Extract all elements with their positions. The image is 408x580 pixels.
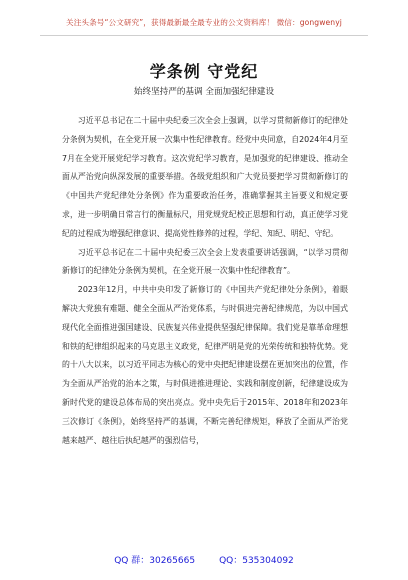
footer-qq-group: QQ 群：30265665 [114, 556, 196, 566]
body-paragraph: 习近平总书记在二十届中央纪委三次全会上强调，以学习贯彻新修订的纪律处分条例为契机，在全党开展一次集中性纪律教育。经党中央同意，自2024年4月至7月在全党开展党纪学习教育。这次党纪学习教育，是加强党的纪律建设、推动全面从严治党向纵深发展的重要举措。各级党组织和广大党员要把学习贯彻新修订的《中国共产党纪律处分条例》作为重要政治任务，准确掌握其主旨要义和规定要求，进一步明确日常言行的衡量标尺，用党规党纪校正思想和行动，真正使学习党纪的过程成为增强纪律意识、提高党性修养的过程，学纪、知纪、明纪、守纪。 [62, 116, 348, 238]
body-paragraph: 习近平总书记在二十届中央纪委三次全会上发表重要讲话强调，“以学习贯彻新修订的纪律处分条例为契机，在全党开展一次集中性纪律教育”。 [62, 247, 348, 276]
body-paragraph: 2023年12月，中共中央印发了新修订的《中国共产党纪律处分条例》，着眼解决大党独有难题、健全全面从严治党体系，与时俱进完善纪律规范，为以中国式现代化全面推进强国建设、民族复兴伟业提供坚强纪律保障。我们党是靠革命理想和铁的纪律组织起来的马克思主义政党，纪律严明是党的光荣传统和独特优势。党的十八大以来，以习近平同志为核心的党中央把纪律建设摆在更加突出的位置，作为全面从严治党的治本之策，与时俱进推进理论、实践和制度创新，纪律建设成为新时代党的建设总体布局的突出亮点。党中央先后于2015年、2018年和2023年三次修订《条例》，始终坚持严的基调，不断完善纪律规矩，释放了全面从严治党越来越严、越往后执纪越严的强烈信号， [62, 285, 348, 445]
footer-contact [0, 553, 408, 566]
document-subtitle: 始终坚持严的基调 全面加强纪律建设 [133, 87, 275, 97]
document-title: 学条例 守党纪 [149, 62, 259, 81]
header-divider [40, 35, 368, 36]
footer-qq: QQ：535304092 [219, 556, 294, 566]
document-body [62, 112, 348, 450]
header-promo-note: 关注头条号“公文研究”，获得最新最全最专业的公文资料库！ 微信：gongwenyj [66, 18, 342, 27]
